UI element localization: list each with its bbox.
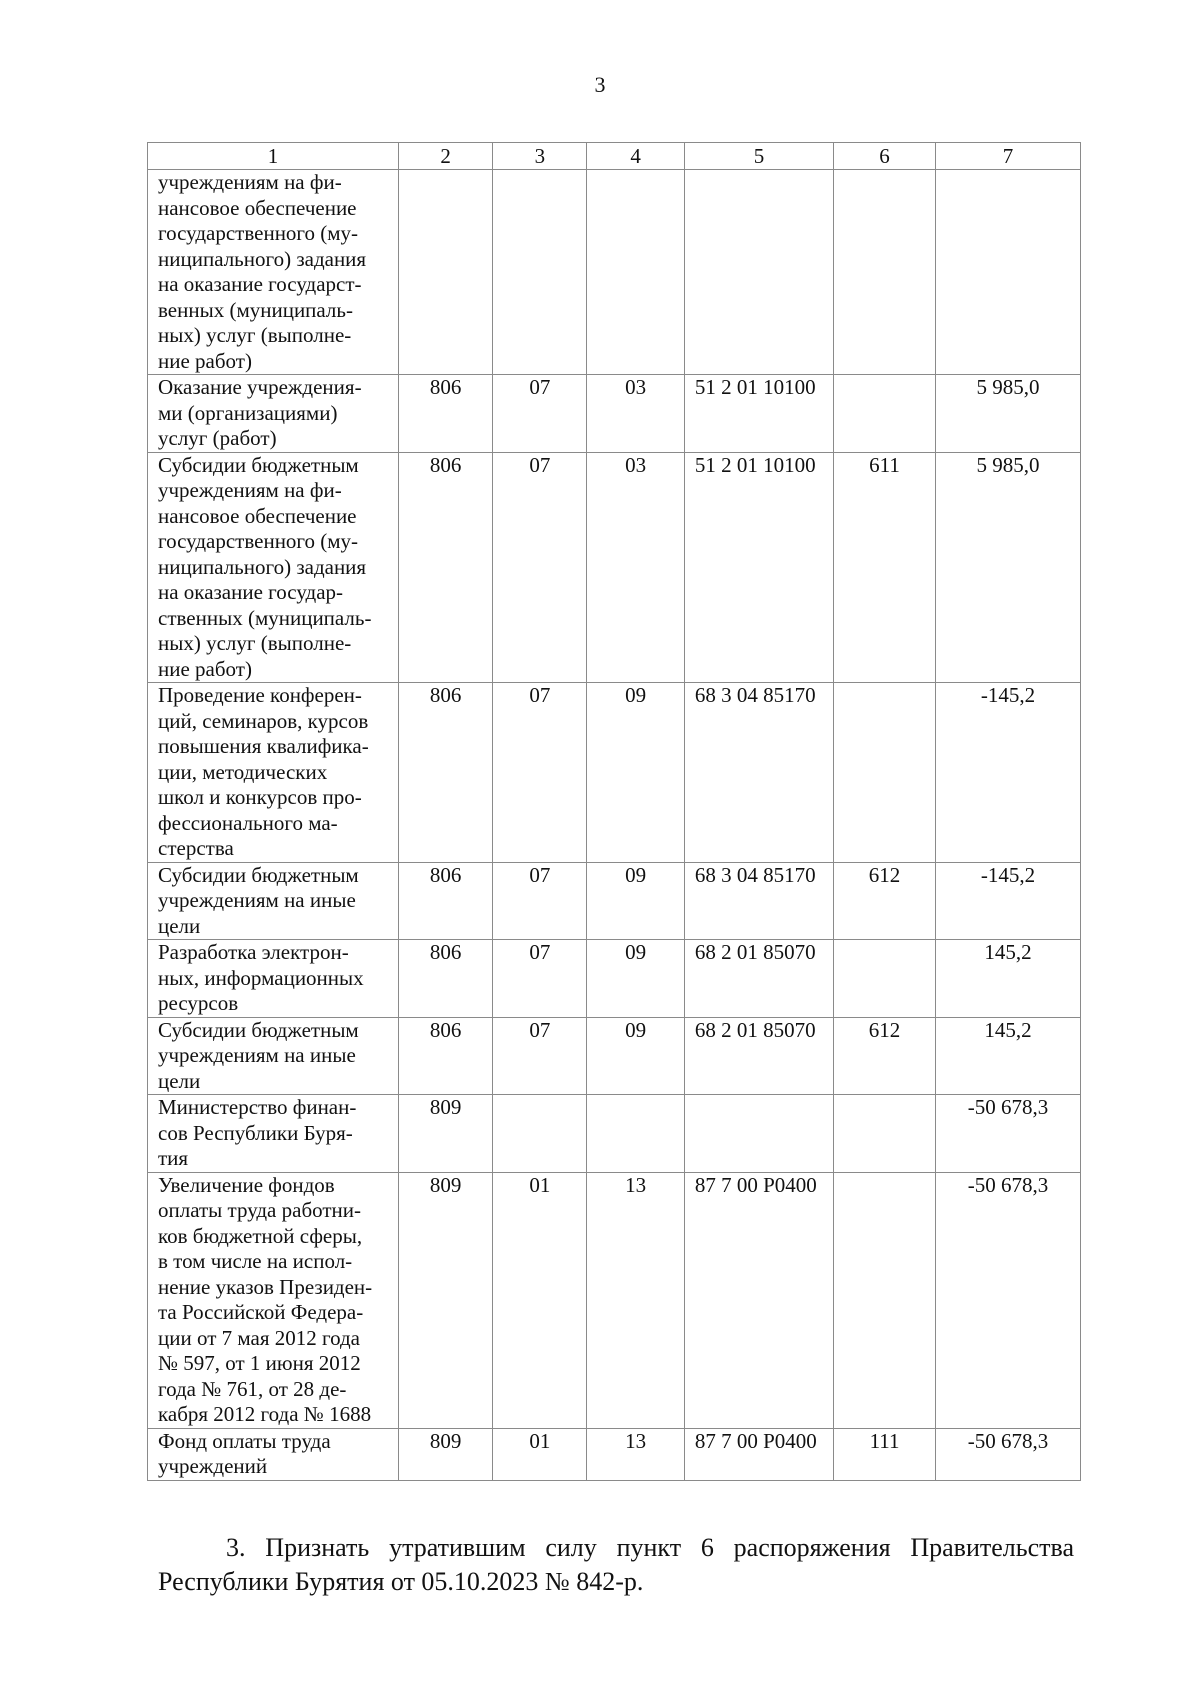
section-cell: 07 bbox=[493, 452, 587, 683]
ministry-code-cell bbox=[399, 170, 493, 375]
closing-paragraph: 3. Признать утратившим силу пункт 6 распоряжения Правительства Республики Бурятия от 05.10.2023 № 842-р. bbox=[158, 1533, 1074, 1596]
target-article-cell: 68 2 01 85070 bbox=[684, 940, 833, 1018]
table-header-row bbox=[148, 143, 1081, 170]
section-cell: 07 bbox=[493, 375, 587, 453]
target-article-cell bbox=[684, 170, 833, 375]
table-row bbox=[148, 452, 1081, 683]
expense-type-cell bbox=[834, 1095, 936, 1173]
ministry-code-cell: 806 bbox=[399, 452, 493, 683]
column-header: 6 bbox=[834, 143, 936, 170]
amount-cell bbox=[935, 170, 1080, 375]
target-article-cell: 51 2 01 10100 bbox=[684, 375, 833, 453]
subsection-cell: 09 bbox=[587, 683, 684, 863]
amount-cell: -50 678,3 bbox=[935, 1095, 1080, 1173]
row-name-cell: Субсидии бюджетным учреждениям на иные цели bbox=[148, 1017, 399, 1095]
column-header: 7 bbox=[935, 143, 1080, 170]
subsection-cell: 13 bbox=[587, 1428, 684, 1480]
section-cell: 01 bbox=[493, 1428, 587, 1480]
page-number: 3 bbox=[594, 72, 606, 97]
section-cell: 07 bbox=[493, 683, 587, 863]
row-name-cell: Фонд оплаты труда учреждений bbox=[148, 1428, 399, 1480]
subsection-cell bbox=[587, 1095, 684, 1173]
subsection-cell: 09 bbox=[587, 1017, 684, 1095]
ministry-code-cell: 809 bbox=[399, 1428, 493, 1480]
subsection-cell: 13 bbox=[587, 1172, 684, 1428]
target-article-cell: 51 2 01 10100 bbox=[684, 452, 833, 683]
table-row bbox=[148, 375, 1081, 453]
row-name-cell: Увеличение фондов оплаты труда работни- ков бюджетной сферы, в том числе на испол- нение указов Президен- та Российской Федера- ции от 7 мая 2012 года № 597, от 1 июня 2012 года № 761, от 28 де- кабря 2012 года № 1688 bbox=[148, 1172, 399, 1428]
expense-type-cell bbox=[834, 683, 936, 863]
budget-table bbox=[147, 142, 1081, 1481]
column-header: 5 bbox=[684, 143, 833, 170]
amount-cell: 145,2 bbox=[935, 940, 1080, 1018]
row-name-cell: Министерство финан- сов Республики Буря- тия bbox=[148, 1095, 399, 1173]
section-cell: 01 bbox=[493, 1172, 587, 1428]
row-name-cell: Проведение конферен- ций, семинаров, курсов повышения квалифика- ции, методических школ и конкурсов про- фессионального ма- стерства bbox=[148, 683, 399, 863]
section-cell: 07 bbox=[493, 1017, 587, 1095]
expense-type-cell bbox=[834, 170, 936, 375]
ministry-code-cell: 809 bbox=[399, 1172, 493, 1428]
row-name-cell: Субсидии бюджетным учреждениям на иные цели bbox=[148, 862, 399, 940]
subsection-cell bbox=[587, 170, 684, 375]
target-article-cell: 87 7 00 P0400 bbox=[684, 1428, 833, 1480]
ministry-code-cell: 806 bbox=[399, 375, 493, 453]
ministry-code-cell: 806 bbox=[399, 940, 493, 1018]
ministry-code-cell: 809 bbox=[399, 1095, 493, 1173]
subsection-cell: 03 bbox=[587, 375, 684, 453]
section-cell: 07 bbox=[493, 862, 587, 940]
amount-cell: -50 678,3 bbox=[935, 1172, 1080, 1428]
table-row bbox=[148, 1095, 1081, 1173]
expense-type-cell: 612 bbox=[834, 862, 936, 940]
amount-cell: -50 678,3 bbox=[935, 1428, 1080, 1480]
target-article-cell: 87 7 00 P0400 bbox=[684, 1172, 833, 1428]
ministry-code-cell: 806 bbox=[399, 1017, 493, 1095]
row-name-cell: Субсидии бюджетным учреждениям на фи- нансовое обеспечение государственного (му- ниципального) задания на оказание государ- ственных (муниципаль- ных) услуг (выполне- ние работ) bbox=[148, 452, 399, 683]
table-row bbox=[148, 683, 1081, 863]
section-cell: 07 bbox=[493, 940, 587, 1018]
target-article-cell: 68 3 04 85170 bbox=[684, 862, 833, 940]
row-name-cell: Разработка электрон- ных, информационных ресурсов bbox=[148, 940, 399, 1018]
row-name-cell: Оказание учреждения- ми (организациями) услуг (работ) bbox=[148, 375, 399, 453]
expense-type-cell: 611 bbox=[834, 452, 936, 683]
ministry-code-cell: 806 bbox=[399, 683, 493, 863]
column-header: 2 bbox=[399, 143, 493, 170]
table-row bbox=[148, 1428, 1081, 1480]
target-article-cell: 68 3 04 85170 bbox=[684, 683, 833, 863]
ministry-code-cell: 806 bbox=[399, 862, 493, 940]
column-header: 3 bbox=[493, 143, 587, 170]
table-row bbox=[148, 170, 1081, 375]
amount-cell: 5 985,0 bbox=[935, 375, 1080, 453]
amount-cell: -145,2 bbox=[935, 862, 1080, 940]
expense-type-cell: 111 bbox=[834, 1428, 936, 1480]
amount-cell: 145,2 bbox=[935, 1017, 1080, 1095]
column-header: 4 bbox=[587, 143, 684, 170]
expense-type-cell bbox=[834, 375, 936, 453]
amount-cell: -145,2 bbox=[935, 683, 1080, 863]
target-article-cell bbox=[684, 1095, 833, 1173]
subsection-cell: 03 bbox=[587, 452, 684, 683]
table-row bbox=[148, 1017, 1081, 1095]
table-row bbox=[148, 862, 1081, 940]
column-header: 1 bbox=[148, 143, 399, 170]
subsection-cell: 09 bbox=[587, 862, 684, 940]
expense-type-cell bbox=[834, 1172, 936, 1428]
target-article-cell: 68 2 01 85070 bbox=[684, 1017, 833, 1095]
table-row bbox=[148, 940, 1081, 1018]
expense-type-cell bbox=[834, 940, 936, 1018]
section-cell bbox=[493, 170, 587, 375]
table-row bbox=[148, 1172, 1081, 1428]
subsection-cell: 09 bbox=[587, 940, 684, 1018]
amount-cell: 5 985,0 bbox=[935, 452, 1080, 683]
expense-type-cell: 612 bbox=[834, 1017, 936, 1095]
section-cell bbox=[493, 1095, 587, 1173]
row-name-cell: учреждениям на фи- нансовое обеспечение государственного (му- ниципального) задания на оказание государст- венных (муниципаль- ных) услуг (выполне- ние работ) bbox=[148, 170, 399, 375]
